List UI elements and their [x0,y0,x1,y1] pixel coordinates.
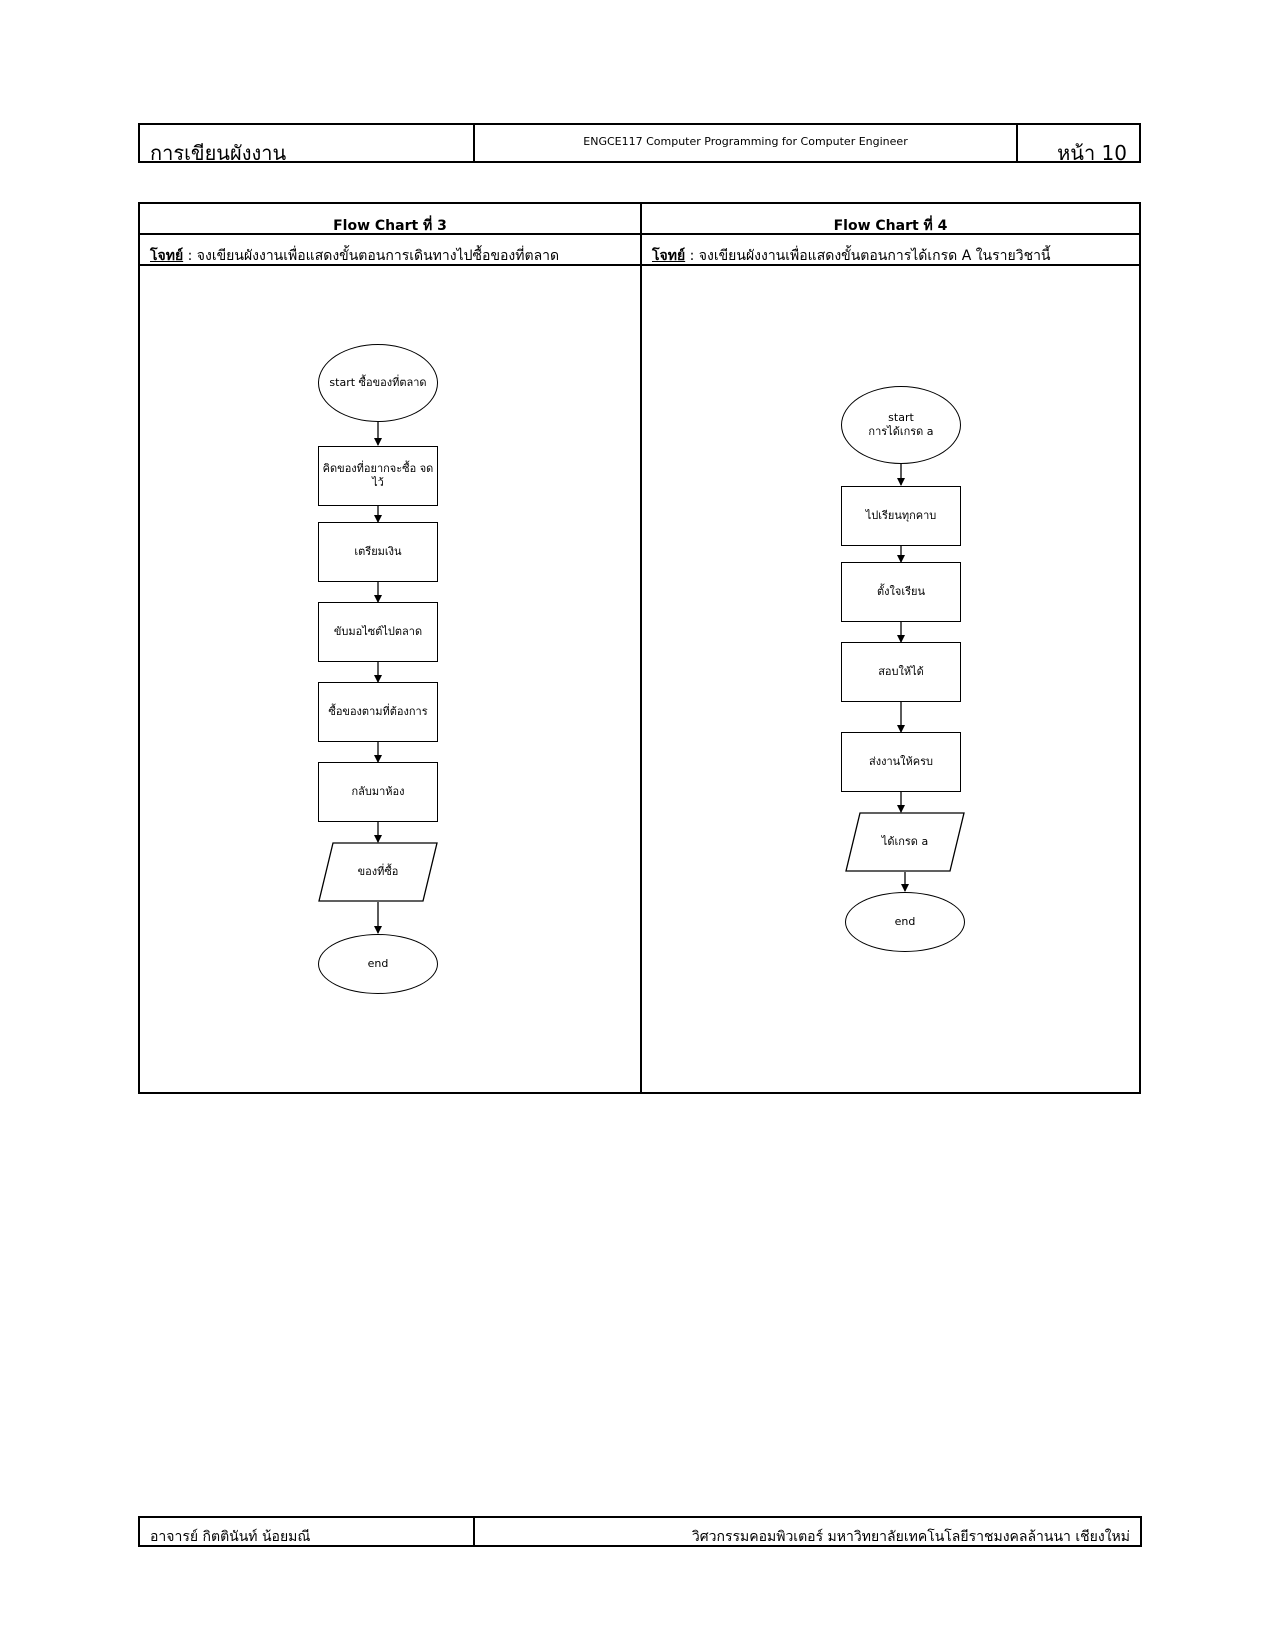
flowchart3-process-step: คิดของที่อยากจะซื้อ จดไว้ [318,446,438,506]
flowchart3-process-step: ขับมอไซต์ไปตลาด [318,602,438,662]
header-course: ENGCE117 Computer Programming for Computer Engineer [475,125,1018,161]
flowchart4-process-step: ตั้งใจเรียน [841,562,961,622]
flowchart4-process-step: ส่งงานให้ครบ [841,732,961,792]
page-header [138,123,1141,163]
page-footer [138,1516,1142,1547]
flowchart4-task-label: โจทย์ [652,248,686,264]
flowchart3-output-label: ของที่ซื้อ [357,865,399,878]
flowchart4-output-parallelogram [845,812,965,872]
flowchart4-process-step: ไปเรียนทุกคาบ [841,486,961,546]
flowchart3-task-label: โจทย์ [150,248,184,264]
flowchart3-end-terminal: end [318,934,438,994]
flowchart4-task-text: : จงเขียนผังงานเพื่อแสดงขั้นตอนการได้เกรด A ในรายวิชานี้ [685,248,1051,264]
flowchart3-title: Flow Chart ที่ 3 [140,204,640,235]
flowchart-table [138,202,1141,1094]
flowchart3-process-step: เตรียมเงิน [318,522,438,582]
header-title: การเขียนผังงาน [140,125,475,161]
flowchart4-column [642,204,1139,1092]
flowchart3-process-step: ซื้อของตามที่ต้องการ [318,682,438,742]
flowchart3-start-terminal: start ซื้อของที่ตลาด [318,344,438,422]
flowchart4-process-step: สอบให้ได้ [841,642,961,702]
footer-department: วิศวกรรมคอมพิวเตอร์ มหาวิทยาลัยเทคโนโลยีราชมงคลล้านนา เชียงใหม่ [691,1529,1130,1545]
flowchart4-output-label: ได้เกรด a [881,835,929,848]
header-page-number: หน้า 10 [1057,141,1127,165]
flowchart4-end-terminal: end [845,892,965,952]
flowchart3-process-step: กลับมาห้อง [318,762,438,822]
flowchart3-output-parallelogram [318,842,438,902]
flowchart3-task-text: : จงเขียนผังงานเพื่อแสดงขั้นตอนการเดินทางไปซื้อของที่ตลาด [183,248,560,264]
flowchart4-title: Flow Chart ที่ 4 [642,204,1139,235]
flowchart3-task [140,235,640,266]
footer-author: อาจารย์ กิตตินันท์ น้อยมณี [140,1518,475,1545]
flowchart4-task [642,235,1139,266]
flowchart3-diagram [140,266,640,1092]
flowchart4-start-terminal: start การได้เกรด a [841,386,961,464]
flowchart3-column [140,204,642,1092]
flowchart4-diagram [642,266,1139,1092]
